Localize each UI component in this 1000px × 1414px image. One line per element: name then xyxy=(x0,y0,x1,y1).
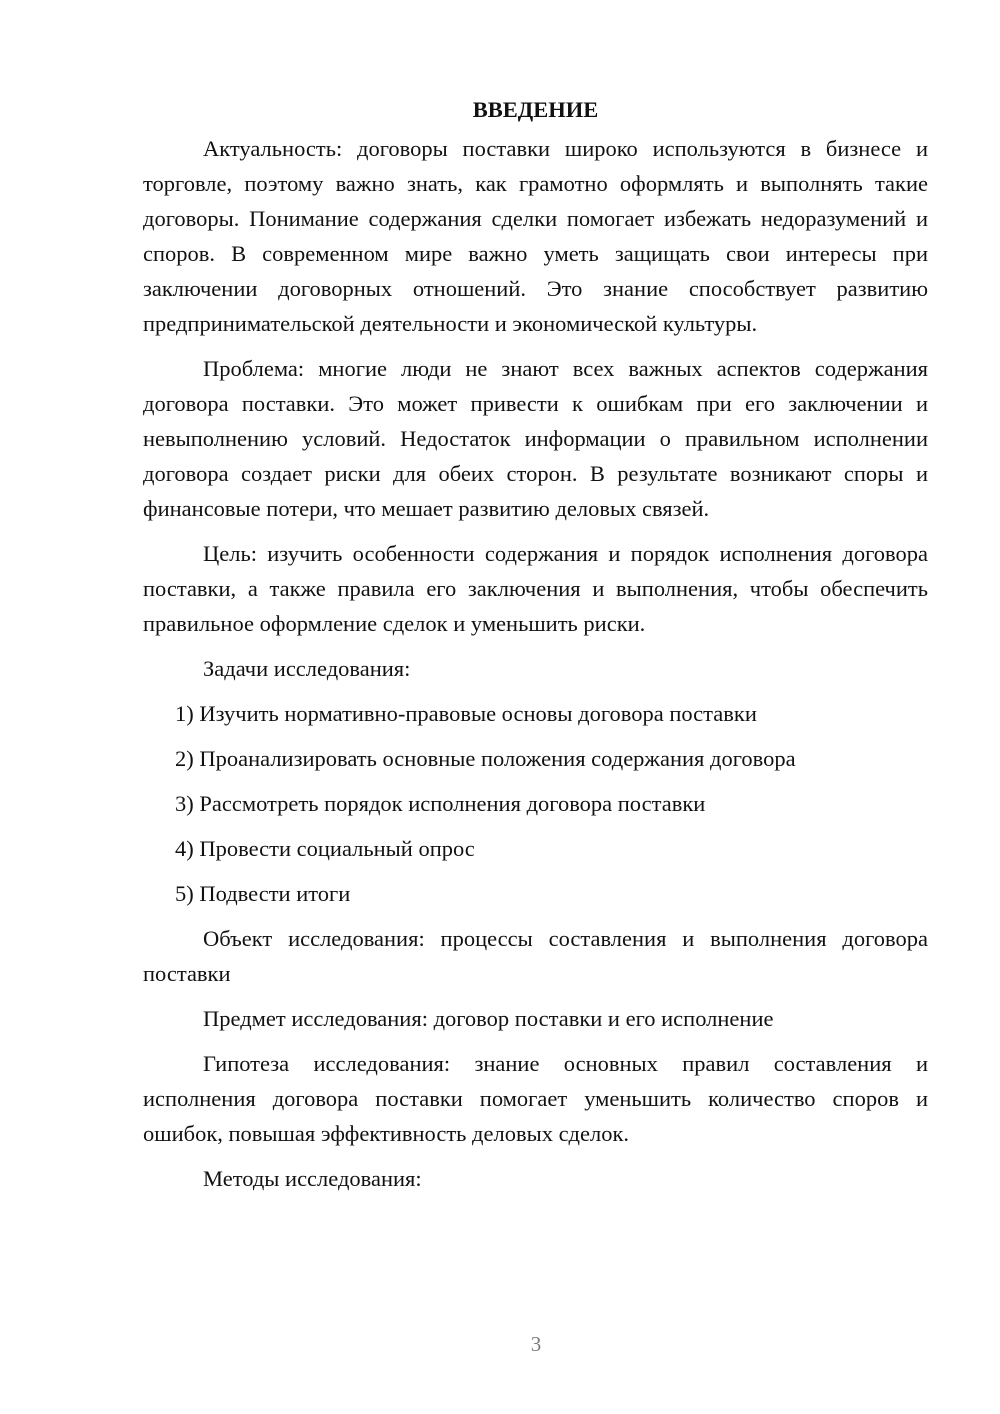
problem-paragraph: Проблема: многие люди не знают всех важных аспектов содержания договора поставки. Это может привести к ошибкам при его заключении и невыполнению условий. Недостаток информации о правильном исполнении договора создает риски для обеих сторон. В результате возникают споры и финансовые потери, что мешает развитию деловых связей. xyxy=(143,356,928,521)
section-title: ВВЕДЕНИЕ xyxy=(472,97,599,122)
task-item-5: 5) Подвести итоги xyxy=(175,881,351,906)
methods-heading: Методы исследования: xyxy=(203,1166,422,1191)
page-number: 3 xyxy=(530,1332,542,1356)
task-item-4: 4) Провести социальный опрос xyxy=(175,836,475,861)
goal-paragraph: Цель: изучить особенности содержания и порядок исполнения договора поставки, а также правила его заключения и выполнения, чтобы обеспечить правильное оформление сделок и уменьшить риски. xyxy=(143,541,928,636)
tasks-list xyxy=(143,696,928,911)
task-item-3: 3) Рассмотреть порядок исполнения договора поставки xyxy=(175,791,706,816)
tasks-heading: Задачи исследования: xyxy=(203,656,411,681)
task-item-1: 1) Изучить нормативно-правовые основы договора поставки xyxy=(175,701,757,726)
subject-paragraph: Предмет исследования: договор поставки и его исполнение xyxy=(203,1006,774,1031)
task-item-2: 2) Проанализировать основные положения содержания договора xyxy=(175,746,796,771)
page-content xyxy=(143,92,928,1206)
hypothesis-paragraph: Гипотеза исследования: знание основных правил составления и исполнения договора поставки помогает уменьшить количество споров и ошибок, повышая эффективность деловых сделок. xyxy=(143,1051,928,1146)
relevance-paragraph: Актуальность: договоры поставки широко используются в бизнесе и торговле, поэтому важно знать, как грамотно оформлять и выполнять такие договоры. Понимание содержания сделки помогает избежать недоразумений и споров. В современном мире важно уметь защищать свои интересы при заключении договорных отношений. Это знание способствует развитию предпринимательской деятельности и экономической культуры. xyxy=(143,136,928,336)
object-paragraph: Объект исследования: процессы составления и выполнения договора поставки xyxy=(143,926,928,986)
